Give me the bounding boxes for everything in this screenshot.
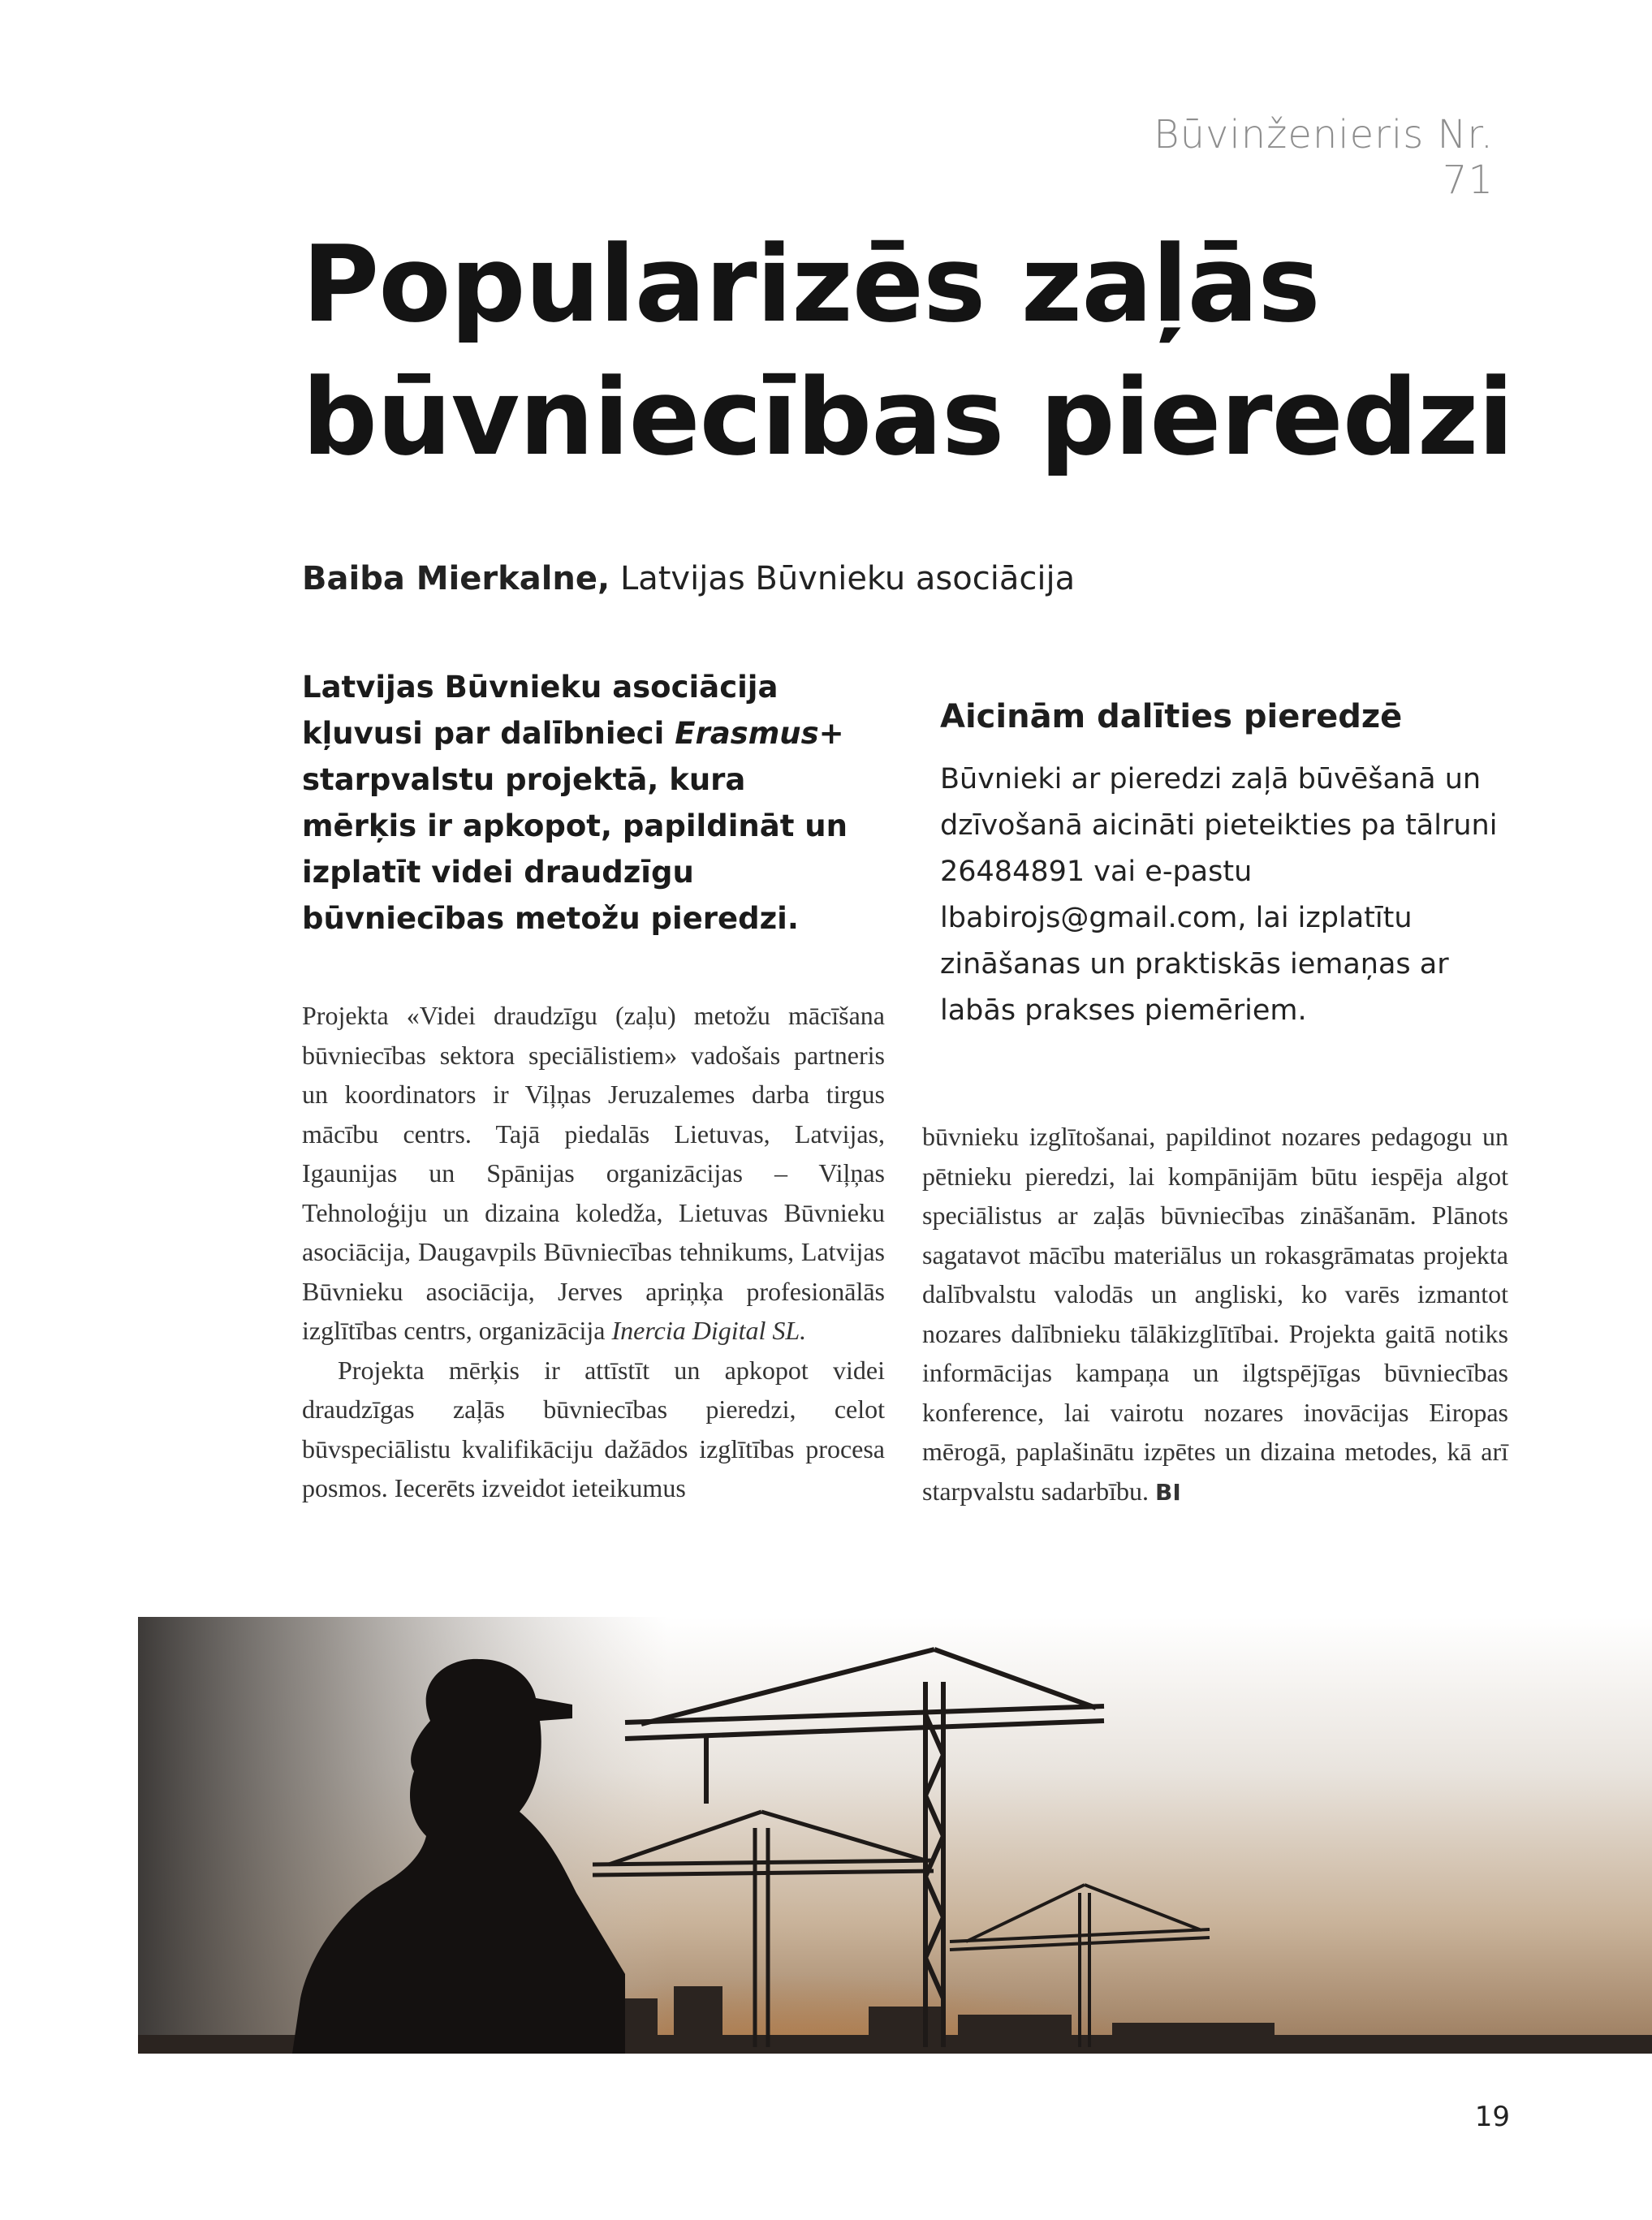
- body-paragraph-3: [922, 1117, 1508, 1512]
- page-number: 19: [1474, 2101, 1510, 2133]
- body-paragraph-2: Projekta mērķis ir attīstīt un apkopot videi draudzīgas zaļās būvniecības pieredzi, celot būvspeciālistu kvalifikāciju dažādos izglītības procesa posmos. Iecerēts izveidot ieteikumus: [302, 1355, 885, 1502]
- article-title: [302, 218, 1520, 484]
- organization-name-italic: Inercia Digital SL.: [611, 1316, 807, 1345]
- author-name: Baiba Mierkalne,: [302, 560, 610, 597]
- journal-header: Būvinženieris Nr. 71: [1154, 112, 1494, 203]
- title-line-1: Popularizēs zaļās: [302, 222, 1320, 346]
- lead-text-part-2: starpvalstu projektā, kura mērķis ir apkopot, papildināt un izplatīt videi draudzīgu būvniecības metožu pieredzi.: [302, 762, 848, 936]
- body-paragraph-3-text: būvnieku izglītošanai, papildinot nozares pedagogu un pētnieku pieredzi, lai kompānijām būtu iespēja algot speciālistus ar zaļās būvniecības zināšanām. Plānots sagatavot mācību materiālus un rokasgrāmatas projekta dalībvalstu valodās un angliski, ko varēs izmantot nozares dalībnieku tālākizglītībai. Projekta gaitā notiks informācijas kampaņa un ilgtspējīgas būvniecības konference, lai vairotu nozares inovācijas Eiropas mērogā, paplašinātu izpētes un dizaina metodes, kā arī starpvalstu sadarbību.: [922, 1122, 1508, 1506]
- body-paragraph-1: [302, 996, 885, 1351]
- title-line-2: būvniecības pieredzi: [302, 356, 1514, 479]
- body-paragraph-1-text: Projekta «Videi draudzīgu (zaļu) metožu mācīšana būvniecības sektora speciālistiem» vadošais partneris un koordinators ir Viļņas Jeruzalemes darba tirgus mācību centrs. Tajā piedalās Lietuvas, Latvijas, Igaunijas un Spānijas organizācijas – Viļņas Tehnoloģiju un dizaina koledža, Lietuvas Būvnieku asociācija, Daugavpils Būvniecības tehnikums, Latvijas Būvnieku asociācija, Jerves apriņķa profesionālās izglītības centrs, organizācija: [302, 1001, 885, 1345]
- construction-photo: [138, 1617, 1652, 2054]
- lead-text-part-1: Latvijas Būvnieku asociācija kļuvusi par dalībnieci: [302, 670, 779, 751]
- lead-text-italic: Erasmus+: [675, 716, 844, 751]
- sidebar-text: Būvnieki ar pieredzi zaļā būvēšanā un dzīvošanā aicināti pieteikties pa tālruni 26484891 vai e-pastu lbabirojs@gmail.com, lai izplatītu zināšanas un praktiskās iemaņas ar labās prakses piemēriem.: [940, 763, 1498, 1027]
- end-mark: BI: [1155, 1478, 1181, 1506]
- body-column-left: [302, 996, 885, 1508]
- sidebar-title: Aicinām dalīties pieredzē: [940, 698, 1403, 735]
- byline: [302, 560, 1357, 597]
- photo-illustration: [138, 1617, 1652, 2054]
- body-column-right: [922, 1117, 1508, 1512]
- lead-paragraph: [302, 664, 854, 942]
- author-organization: Latvijas Būvnieku asociācija: [619, 560, 1076, 597]
